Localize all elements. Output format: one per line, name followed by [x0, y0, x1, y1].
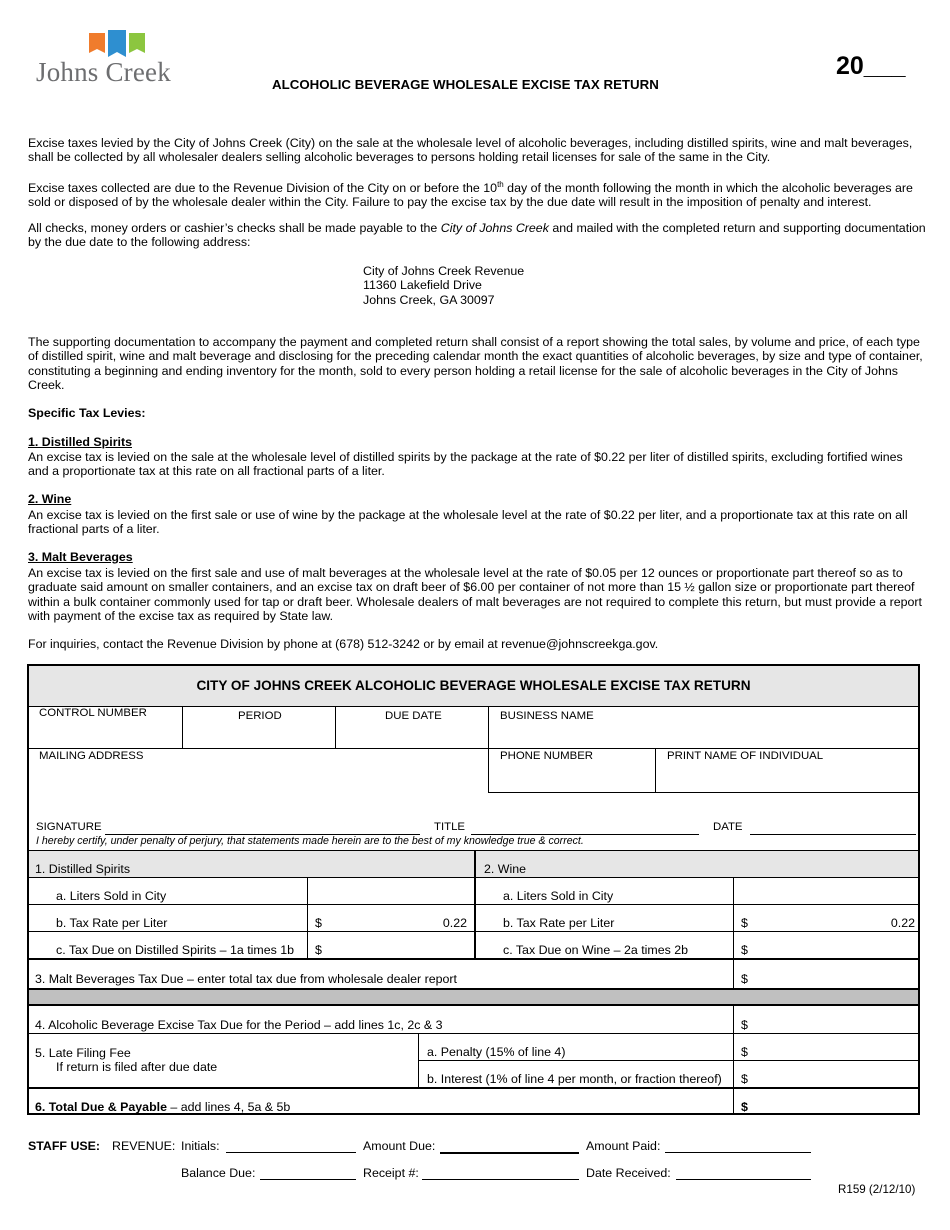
control-number-label: CONTROL NUMBER — [39, 707, 147, 719]
spirits-line-a-label: a. Liters Sold in City — [56, 889, 167, 903]
intro-paragraph-3: All checks, money orders or cashier’s checks shall be made payable to the City of Johns Creek and mailed with the completed return and supporting documentation by the due date to the following address: — [28, 221, 926, 250]
line5b-label: b. Interest (1% of line 4 per month, or fraction thereof) — [427, 1072, 722, 1086]
staff-amount-paid-label: Amount Paid: — [586, 1139, 661, 1153]
levy-text-spirits: An excise tax is levied on the sale at the wholesale level of distilled spirits by the package at the rate of $0.22 per liter of distilled spirits, excluding fortified wines and a proportionate tax at this rate on all fractional parts of a liter. — [28, 450, 903, 479]
malt-line-label: 3. Malt Beverages Tax Due – enter total tax due from wholesale dealer report — [35, 972, 457, 986]
form-code: R159 (2/12/10) — [838, 1183, 916, 1196]
wine-rate-value: 0.22 — [890, 916, 915, 930]
print-name-label: PRINT NAME OF INDIVIDUAL — [667, 750, 824, 762]
malt-currency: $ — [741, 972, 748, 986]
line5b-field[interactable] — [751, 1061, 918, 1086]
date-label: DATE — [713, 821, 743, 833]
date-line[interactable] — [750, 834, 916, 835]
wine-heading: 2. Wine — [484, 862, 527, 876]
line5a-currency: $ — [741, 1045, 748, 1059]
spirits-heading: 1. Distilled Spirits — [35, 862, 131, 876]
levy-title-spirits: 1. Distilled Spirits — [28, 435, 132, 449]
spirits-line-b-label: b. Tax Rate per Liter — [56, 916, 168, 930]
levy-text-wine: An excise tax is levied on the first sale or use of wine by the package at the wholesale level at the rate of $0.22 per liter, and a proportionate tax at this rate on all fractional parts of a liter. — [28, 508, 908, 537]
line5b-currency: $ — [741, 1072, 748, 1086]
line4-field[interactable] — [751, 1006, 918, 1033]
line5a-label: a. Penalty (15% of line 4) — [427, 1045, 566, 1059]
staff-date-received-label: Date Received: — [586, 1166, 671, 1180]
signature-label: SIGNATURE — [36, 821, 102, 833]
intro-paragraph-2: Excise taxes collected are due to the Revenue Division of the City on or before the 10th day of the month following the month in which the alcoholic beverages are sold or disposed of by the wholesale dealer within the City. Failure to pay the excise tax by the due date will result in the imposition of penalty and interest. — [28, 180, 913, 210]
staff-receipt-line[interactable] — [422, 1179, 579, 1180]
phone-number-label: PHONE NUMBER — [500, 750, 594, 762]
levy-title-wine: 2. Wine — [28, 492, 72, 506]
line6-label: 6. Total Due & Payable – add lines 4, 5a & 5b — [35, 1100, 291, 1114]
tax-return-form — [27, 664, 920, 1115]
logo-flags-icon — [88, 30, 146, 60]
wine-rate-currency: $ — [741, 916, 748, 930]
line4-currency: $ — [741, 1018, 748, 1032]
business-name-label: BUSINESS NAME — [500, 710, 594, 722]
staff-use-label: STAFF USE: — [28, 1139, 101, 1153]
title-label: TITLE — [434, 821, 466, 833]
line5-sublabel: If return is filed after due date — [56, 1060, 218, 1074]
staff-initials-line[interactable] — [226, 1152, 356, 1153]
levy-title-malt: 3. Malt Beverages — [28, 550, 133, 564]
staff-balance-due-label: Balance Due: — [181, 1166, 256, 1180]
mailing-address-block: City of Johns Creek Revenue 11360 Lakefield Drive Johns Creek, GA 30097 — [363, 264, 525, 307]
wine-tax-due-currency: $ — [741, 943, 748, 957]
wine-line-c-label: c. Tax Due on Wine – 2a times 2b — [503, 943, 689, 957]
spirits-line-c-label: c. Tax Due on Distilled Spirits – 1a times 1b — [56, 943, 295, 957]
line5a-field[interactable] — [751, 1034, 918, 1059]
year-field: 20___ — [836, 52, 906, 80]
staff-receipt-label: Receipt #: — [363, 1166, 419, 1180]
line5-label: 5. Late Filing Fee — [35, 1046, 131, 1060]
spirits-liters-field[interactable] — [309, 878, 473, 904]
staff-amount-paid-line[interactable] — [665, 1152, 811, 1153]
page-title: ALCOHOLIC BEVERAGE WHOLESALE EXCISE TAX RETURN — [272, 77, 659, 92]
spirits-tax-due-currency: $ — [315, 943, 322, 957]
mailing-address-field[interactable] — [29, 750, 487, 792]
staff-revenue-label: REVENUE: — [112, 1139, 176, 1153]
business-name-field[interactable] — [489, 707, 918, 747]
spirits-tax-due-field[interactable] — [325, 932, 473, 958]
logo-text: Johns Creek — [36, 57, 171, 87]
due-date-label: DUE DATE — [385, 710, 442, 722]
line6-currency: $ — [741, 1100, 748, 1114]
intro-paragraph-4: The supporting documentation to accompany the payment and completed return shall consist of a report showing the total sales, by volume and price, of each type of distilled spirit, wine and malt beverage and disclosing for the preceding calendar month the exact quantities of alcoholic beverages, by size and type of container, constituting a beginning and ending inventory for the month, sold to every person holding a retail license for the sale of alcoholic beverages in the City of Johns Creek. — [28, 335, 923, 392]
staff-amount-due-line[interactable] — [440, 1152, 579, 1154]
wine-line-b-label: b. Tax Rate per Liter — [503, 916, 615, 930]
levy-text-malt: An excise tax is levied on the first sale and use of malt beverages at the wholesale level at the rate of $0.05 per 12 ounces or proportionate part thereof so as to graduate said amount on smaller containers, and an excise tax on draft beer of $6.00 per container of not more than 15 ½ gallon size or proportionate part thereof within a bulk container commonly used for tap or draft beer. Wholesale dealers of malt beverages are not required to complete this return, but must provide a report with payment of the excise tax as required by State law. — [28, 566, 922, 623]
wine-line-a-label: a. Liters Sold in City — [503, 889, 614, 903]
malt-tax-due-field[interactable] — [751, 960, 918, 988]
form-title: CITY OF JOHNS CREEK ALCOHOLIC BEVERAGE WHOLESALE EXCISE TAX RETURN — [196, 678, 751, 693]
staff-date-received-line[interactable] — [676, 1179, 811, 1180]
wine-tax-due-field[interactable] — [751, 932, 918, 958]
mailing-address-label: MAILING ADDRESS — [39, 750, 144, 762]
logo — [36, 30, 201, 90]
spirits-rate-value: 0.22 — [442, 916, 467, 930]
spirits-rate-currency: $ — [315, 916, 322, 930]
phone-number-field[interactable] — [489, 764, 654, 792]
intro-paragraph-1: Excise taxes levied by the City of Johns Creek (City) on the sale at the wholesale level of alcoholic beverages, including distilled spirits, wine and malt beverages, shall be collected by all wholesaler dealers selling alcoholic beverages to persons holding retail licenses for sale of the same in the City. — [28, 136, 913, 165]
inquiries-text: For inquiries, contact the Revenue Division by phone at (678) 512-3242 or by email at revenue@johnscreekga.gov. — [28, 637, 659, 651]
wine-liters-field[interactable] — [735, 878, 918, 904]
staff-initials-label: Initials: — [181, 1139, 220, 1153]
certification-text: I hereby certify, under penalty of perjury, that statements made herein are to the best of my knowledge true & correct. — [36, 835, 584, 847]
staff-balance-due-line[interactable] — [260, 1179, 356, 1180]
print-name-field[interactable] — [656, 764, 918, 792]
line4-label: 4. Alcoholic Beverage Excise Tax Due for the Period – add lines 1c, 2c & 3 — [35, 1018, 443, 1032]
period-label: PERIOD — [238, 710, 282, 722]
separator-band — [29, 990, 918, 1004]
line6-total-field[interactable] — [751, 1089, 918, 1114]
staff-amount-due-label: Amount Due: — [363, 1139, 436, 1153]
levies-heading: Specific Tax Levies: — [28, 406, 146, 420]
